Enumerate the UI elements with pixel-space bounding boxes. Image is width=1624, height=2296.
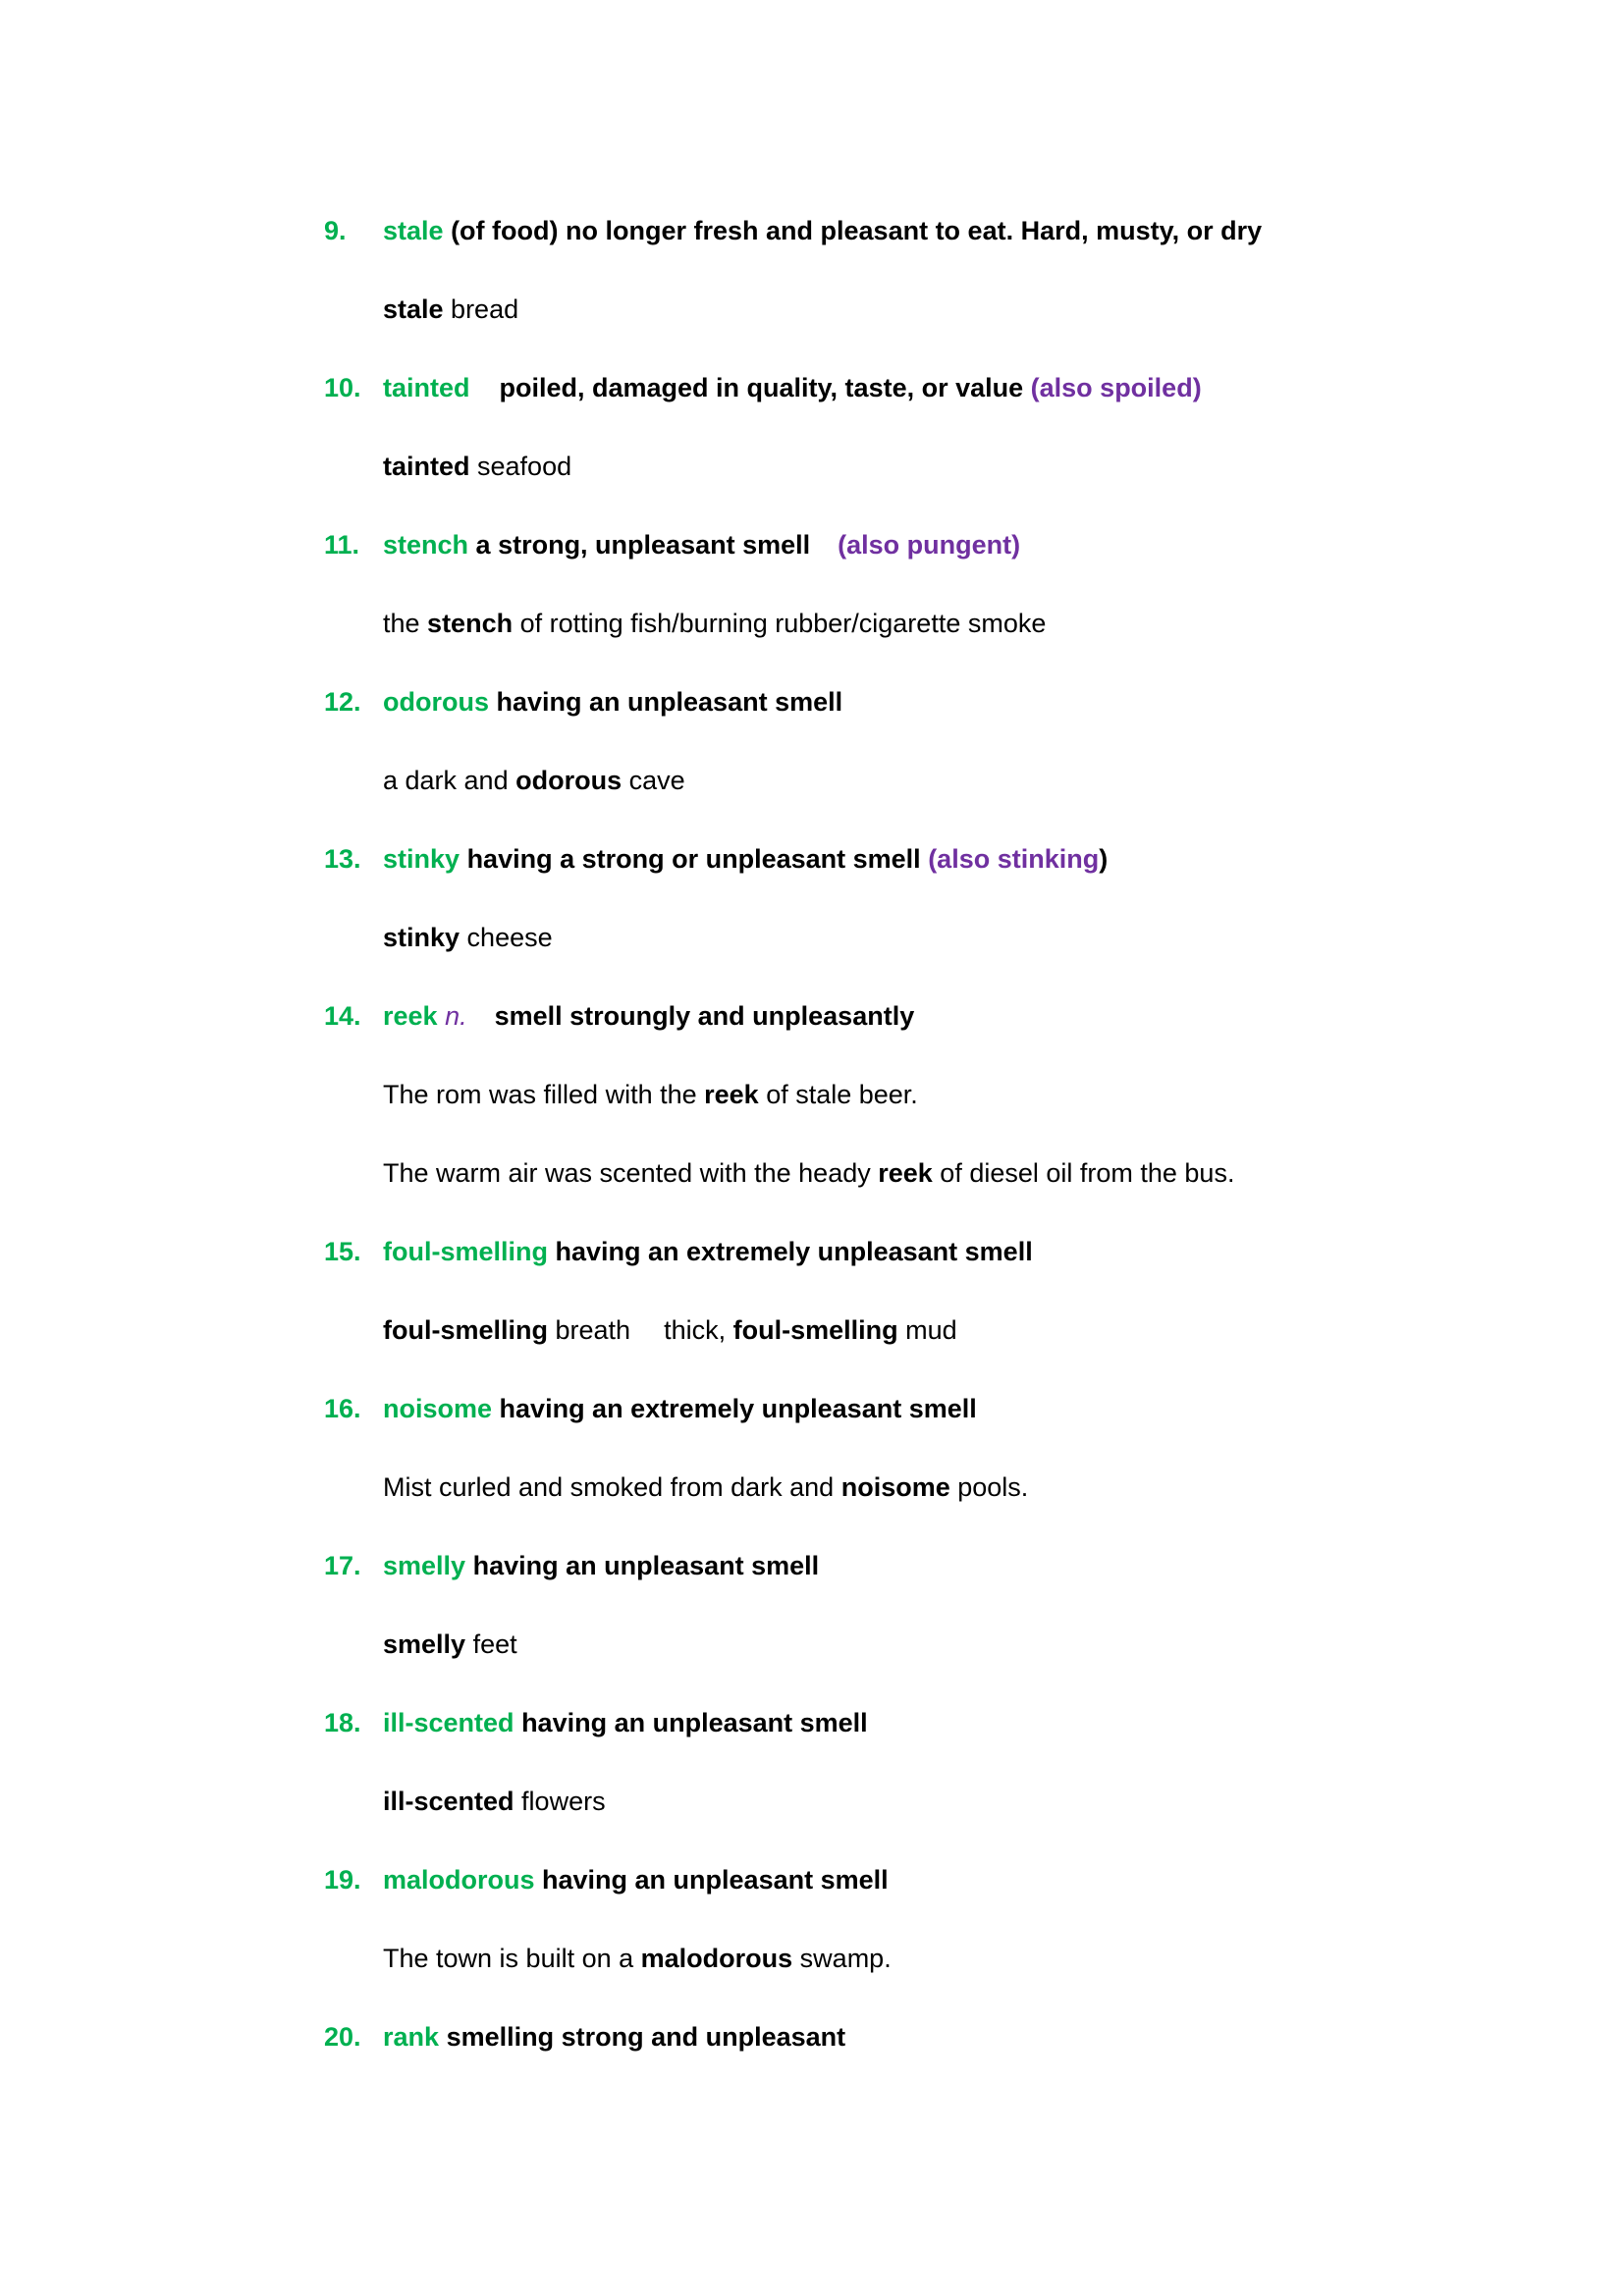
example-text: seafood (469, 452, 572, 481)
entry-headline (383, 1239, 1033, 1265)
entry-definition: having an extremely unpleasant smell (555, 1237, 1033, 1266)
entry-headline (383, 846, 1108, 873)
example-text: The warm air was scented with the heady (383, 1158, 879, 1188)
example-text: The rom was filled with the (383, 1080, 705, 1109)
entry-number: 20. (324, 2022, 361, 2052)
entry-definition: having an unpleasant smell (472, 1551, 820, 1580)
example-text: of rotting fish/burning rubber/cigarette smoke (513, 609, 1047, 638)
example-text: breath (548, 1315, 631, 1345)
entry-headline (383, 689, 842, 716)
example-text: Mist curled and smoked from dark and (383, 1472, 841, 1502)
entry-example (383, 1474, 1028, 1501)
example-text: flowers (514, 1787, 606, 1816)
entry-part-of-speech: n. (445, 1001, 467, 1031)
entry-term: malodorous (383, 1865, 535, 1895)
entry-definition: having an unpleasant smell (542, 1865, 889, 1895)
example-text: The town is built on a (383, 1944, 641, 1973)
example-text: bread (443, 294, 519, 324)
entry-number: 18. (324, 1708, 361, 1737)
entry-headline (383, 1553, 819, 1579)
entry-example (383, 1160, 1234, 1187)
entry-number: 14. (324, 1001, 361, 1031)
entry-term: stale (383, 216, 444, 245)
example-keyword: odorous (515, 766, 623, 795)
entry-term: foul-smelling (383, 1237, 548, 1266)
entry-example (383, 296, 518, 323)
example-keyword: stench (427, 609, 514, 638)
entry-number: 16. (324, 1394, 361, 1423)
example-text: cheese (460, 923, 553, 952)
entry-number: 15. (324, 1237, 361, 1266)
entry-number: 9. (324, 216, 347, 245)
example-keyword: reek (704, 1080, 759, 1109)
example-text: mud (897, 1315, 957, 1345)
entry-term: ill-scented (383, 1708, 514, 1737)
entry-also-close: ) (1099, 844, 1109, 874)
entry-term: tainted (383, 373, 470, 402)
example-keyword: reek (878, 1158, 933, 1188)
entry-definition: a strong, unpleasant smell (475, 530, 811, 560)
entry-example (383, 611, 1046, 637)
entry-headline (383, 1003, 914, 1030)
entry-definition: having an unpleasant smell (496, 687, 843, 717)
entry-example (383, 1789, 606, 1815)
entry-headline (383, 218, 1262, 244)
entry-number: 19. (324, 1865, 361, 1895)
entry-example (383, 1317, 957, 1344)
example-keyword: stale (383, 294, 444, 324)
entry-headline (383, 1867, 889, 1894)
example-keyword: ill-scented (383, 1787, 514, 1816)
entry-example (383, 1946, 892, 1972)
entry-definition: smelling strong and unpleasant (446, 2022, 846, 2052)
example-keyword: noisome (840, 1472, 950, 1502)
example-keyword: malodorous (640, 1944, 793, 1973)
entry-headline (383, 1710, 868, 1736)
example-text: of stale beer. (758, 1080, 918, 1109)
entry-definition: having an unpleasant smell (521, 1708, 868, 1737)
example-keyword: foul-smelling (732, 1315, 898, 1345)
example-keyword: stinky (383, 923, 460, 952)
entry-example (383, 1082, 918, 1108)
entry-definition: smell stroungly and unpleasantly (494, 1001, 915, 1031)
entry-definition: having a strong or unpleasant smell (466, 844, 921, 874)
entry-number: 17. (324, 1551, 361, 1580)
entry-headline (383, 532, 1020, 559)
entry-number: 12. (324, 687, 361, 717)
example-text: thick, (664, 1315, 733, 1345)
entry-headline (383, 1396, 977, 1422)
entry-term: stench (383, 530, 469, 560)
example-keyword: tainted (383, 452, 470, 481)
entry-term: smelly (383, 1551, 466, 1580)
entry-term: stinky (383, 844, 460, 874)
entry-example (383, 1631, 517, 1658)
example-text: of diesel oil from the bus. (932, 1158, 1235, 1188)
entry-example (383, 768, 685, 794)
example-text: pools. (949, 1472, 1029, 1502)
entry-number: 10. (324, 373, 361, 402)
entry-definition: having an extremely unpleasant smell (499, 1394, 977, 1423)
entry-number: 13. (324, 844, 361, 874)
entry-term: reek (383, 1001, 438, 1031)
example-keyword: foul-smelling (383, 1315, 548, 1345)
example-text: swamp. (792, 1944, 892, 1973)
example-text: feet (465, 1629, 517, 1659)
entry-example (383, 454, 571, 480)
entry-headline (383, 375, 1202, 401)
example-text: cave (622, 766, 685, 795)
entry-definition: poiled, damaged in quality, taste, or value (499, 373, 1024, 402)
entry-term: odorous (383, 687, 489, 717)
entry-example (383, 925, 553, 951)
entry-term: rank (383, 2022, 440, 2052)
example-keyword: smelly (383, 1629, 466, 1659)
entry-also: (also stinking (928, 844, 1100, 874)
example-text: the (383, 609, 428, 638)
entry-also: (also spoiled) (1030, 373, 1202, 402)
entry-also: (also pungent) (838, 530, 1021, 560)
entry-definition: (of food) no longer fresh and pleasant to eat. Hard, musty, or dry (451, 216, 1263, 245)
entry-headline (383, 2024, 845, 2051)
entry-number: 11. (324, 530, 360, 560)
entry-term: noisome (383, 1394, 493, 1423)
example-text: a dark and (383, 766, 516, 795)
